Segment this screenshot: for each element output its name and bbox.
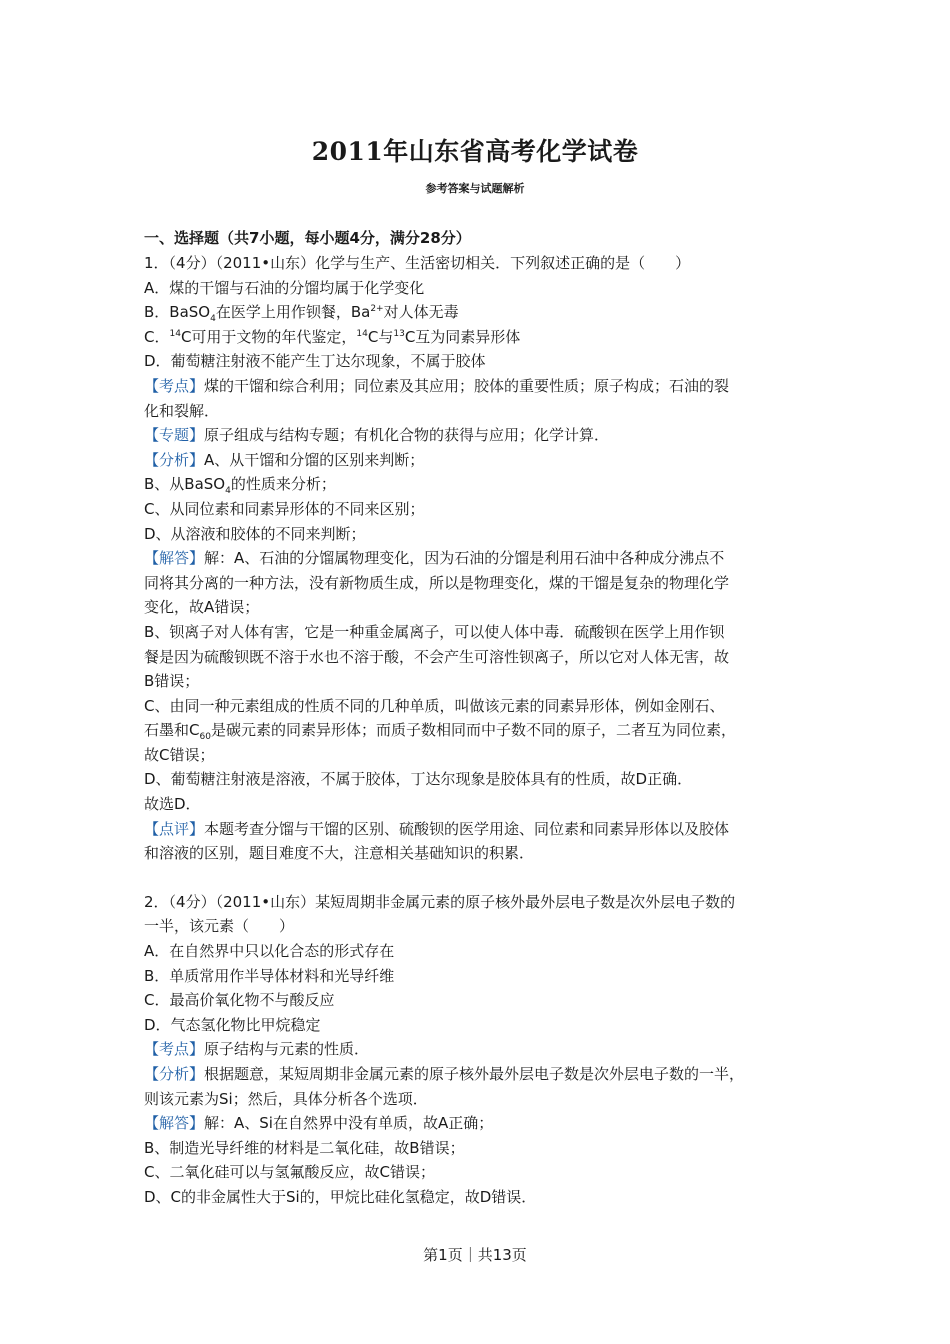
dianping-tag: 【点评】 <box>144 819 205 838</box>
q2-fenxi: 【分析】根据题意，某短周期非金属元素的原子核外最外层电子数是次外层电子数的一半， <box>144 1065 745 1083</box>
fenxi-tag: 【分析】 <box>144 1065 205 1083</box>
q1-jieda-line: D、葡萄糖注射液是溶液，不属于胶体，丁达尔现象是胶体具有的性质，故D正确． <box>144 770 693 789</box>
q2-option-c: C．最高价氧化物不与酸反应 <box>144 991 335 1010</box>
question-1 <box>144 251 812 866</box>
question-2 <box>144 890 812 1210</box>
spacer <box>144 866 812 890</box>
q1-fenxi: 【分析】A、从干馏和分馏的区别来判断； <box>144 450 425 469</box>
q1-kaodian: 【考点】煤的干馏和综合利用；同位素及其应用；胶体的重要性质；原子构成；石油的裂 <box>144 376 730 395</box>
q1-fenxi-c: C、从同位素和同素异形体的不同来区别； <box>144 499 425 518</box>
q2-jieda-line: D、C的非金属性大于Si的，甲烷比硅化氢稳定，故D错误． <box>144 1187 537 1206</box>
kaodian-tag: 【考点】 <box>144 376 205 395</box>
page-footer: 第1页｜共13页 <box>423 1246 527 1264</box>
q2-jieda: 【解答】解：A、Si在自然界中没有单质，故A正确； <box>144 1114 494 1133</box>
q1-fenxi-d: D、从溶液和胶体的不同来判断； <box>144 524 366 543</box>
q2-jieda-line: C、二氧化硅可以与氢氟酸反应，故C错误； <box>144 1163 435 1182</box>
q1-fenxi-b: B、从BaSO$_4$的性质来分析； <box>144 475 336 497</box>
q1-option-c: C．$^{14}$C可用于文物的年代鉴定，$^{14}$C与$^{13}$C互为同素异形体 <box>144 327 521 346</box>
document-body <box>144 226 812 1210</box>
q1-jieda-line: 故C错误； <box>144 745 215 764</box>
q1-stem: 1．（4分）（2011•山东）化学与生产、生活密切相关．下列叙述正确的是（ ） <box>144 254 691 272</box>
q1-dianping: 【点评】本题考查分馏与干馏的区别、硫酸钡的医学用途、同位素和同素异形体以及胶体 <box>144 819 730 838</box>
q1-zhuanti: 【专题】原子组成与结构专题；有机化合物的获得与应用；化学计算． <box>144 426 610 445</box>
q1-kaodian-cont: 化和裂解． <box>144 401 220 420</box>
q1-jieda-line: 变化，故A错误； <box>144 598 260 617</box>
q2-fenxi-cont: 则该元素为Si；然后，具体分析各个选项． <box>144 1089 428 1108</box>
q2-option-b: B．单质常用作半导体材料和光导纤维 <box>144 966 395 985</box>
q1-jieda-line: C、由同一种元素组成的性质不同的几种单质，叫做该元素的同素异形体，例如金刚石、 <box>144 696 725 715</box>
q2-jieda-line: B、制造光导纤维的材料是二氧化硅，故B错误； <box>144 1138 465 1157</box>
q2-option-a: A．在自然界中只以化合态的形式存在 <box>144 942 395 961</box>
jieda-tag: 【解答】 <box>144 1114 205 1133</box>
page-title: 2011年山东省高考化学试卷 <box>311 137 639 166</box>
q2-stem-cont: 一半，该元素（ ） <box>144 917 295 936</box>
q1-option-d: D．葡萄糖注射液不能产生丁达尔现象，不属于胶体 <box>144 352 486 371</box>
q1-option-b: B．BaSO$_4$在医学上用作钡餐，$Ba^{2+}$对人体无毒 <box>144 303 459 325</box>
fenxi-tag: 【分析】 <box>144 450 205 469</box>
jieda-tag: 【解答】 <box>144 549 205 568</box>
q1-dianping-cont: 和溶液的区别，题目难度不大，注意相关基础知识的积累． <box>144 844 535 863</box>
q1-option-a: A．煤的干馏与石油的分馏均属于化学变化 <box>144 278 425 297</box>
q1-jieda-line: 石墨和$C_{60}$是碳元素的同素异形体；而质子数相同而中子数不同的原子，二者互为同位素， <box>144 721 736 743</box>
page-subtitle: 参考答案与试题解析 <box>425 182 525 195</box>
q2-kaodian: 【考点】原子结构与元素的性质． <box>144 1040 370 1059</box>
q2-option-d: D．气态氢化物比甲烷稳定 <box>144 1015 321 1034</box>
q1-jieda-line: B错误； <box>144 672 200 691</box>
zhuanti-tag: 【专题】 <box>144 426 205 445</box>
q1-jieda-line: 餐是因为硫酸钡既不溶于水也不溶于酸，不会产生可溶性钡离子，所以它对人体无害，故 <box>144 647 730 666</box>
q1-jieda-line: 故选D． <box>144 795 201 814</box>
q2-stem: 2．（4分）（2011•山东）某短周期非金属元素的原子核外最外层电子数是次外层电子数的 <box>144 892 736 911</box>
section-title: 一、选择题（共7小题，每小题4分，满分28分） <box>144 229 471 247</box>
kaodian-tag: 【考点】 <box>144 1040 205 1059</box>
q1-jieda: 【解答】解：A、石油的分馏属物理变化，因为石油的分馏是利用石油中各种成分沸点不 <box>144 549 725 568</box>
q1-jieda-line: 同将其分离的一种方法，没有新物质生成，所以是物理变化，煤的干馏是复杂的物理化学 <box>144 573 730 592</box>
q1-jieda-line: B、钡离子对人体有害，它是一种重金属离子，可以使人体中毒．硫酸钡在医学上用作钡 <box>144 622 725 641</box>
